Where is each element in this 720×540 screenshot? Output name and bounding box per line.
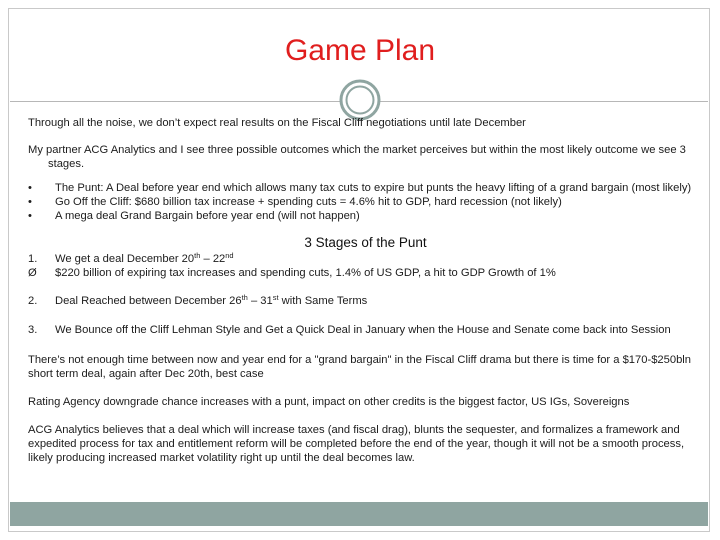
stage-item-3 <box>28 323 703 337</box>
list-item <box>28 209 703 223</box>
arrow-bullet-icon: Ø <box>28 267 37 279</box>
stage-subitem <box>28 266 703 280</box>
intro-paragraph: Through all the noise, we don’t expect real results on the Fiscal Cliff negotiations until late December <box>28 117 526 129</box>
outcome-text: Go Off the Cliff: $680 billion tax increase + spending cuts = 4.6% hit to GDP, hard recession (not likely) <box>55 196 562 208</box>
stage-item-1 <box>28 252 703 266</box>
outcome-list <box>28 181 703 223</box>
stage-detail: $220 billion of expiring tax increases and spending cuts, 1.4% of US GDP, a hit to GDP Growth of 1% <box>55 267 556 279</box>
rating-paragraph: Rating Agency downgrade chance increases with a punt, impact on other credits is the biggest factor, US IGs, Sovereigns <box>28 396 630 408</box>
bullet-marker: • <box>28 210 32 222</box>
bullet-marker: • <box>28 182 32 194</box>
acg-paragraph: ACG Analytics believes that a deal which will increase taxes (and fiscal drag), blunts the sequester, and formalizes a framework and expedited process for tax and entitlement reform will be completed before the end of the year, though it will not be a smooth process, likely producing increased market volatility right up until the deal becomes law. <box>28 424 685 464</box>
list-item <box>28 181 703 195</box>
slide-title: Game Plan <box>284 34 436 67</box>
stage-number: 2. <box>28 295 38 307</box>
stage-number: 1. <box>28 253 38 265</box>
stage-text: Deal Reached between December 26th – 31st with Same Terms <box>55 293 368 307</box>
grand-bargain-paragraph: There’s not enough time between now and year end for a "grand bargain" in the Fiscal Cliff drama but there is time for a $170-$250bln short term deal, again after Dec 20th, best case <box>28 354 692 380</box>
outcome-text: The Punt: A Deal before year end which allows many tax cuts to expire but punts the heavy lifting of a grand bargain (most likely) <box>55 182 692 194</box>
stage-text: We Bounce off the Cliff Lehman Style and Get a Quick Deal in January when the House and Senate come back into Session <box>55 324 671 336</box>
stages-heading: 3 Stages of the Punt <box>304 235 427 250</box>
stage-number: 3. <box>28 324 38 336</box>
stage-text: We get a deal December 20th – 22nd <box>55 251 234 265</box>
stage-item-2 <box>28 294 703 308</box>
list-item <box>28 195 703 209</box>
outcome-text: A mega deal Grand Bargain before year end (will not happen) <box>55 210 360 222</box>
slide-content <box>28 116 703 465</box>
partner-paragraph: My partner ACG Analytics and I see three possible outcomes which the market perceives but within the most likely outcome we see 3 stages. <box>28 144 686 170</box>
circle-ornament-icon <box>339 79 381 121</box>
bullet-marker: • <box>28 196 32 208</box>
footer-band <box>10 502 708 526</box>
